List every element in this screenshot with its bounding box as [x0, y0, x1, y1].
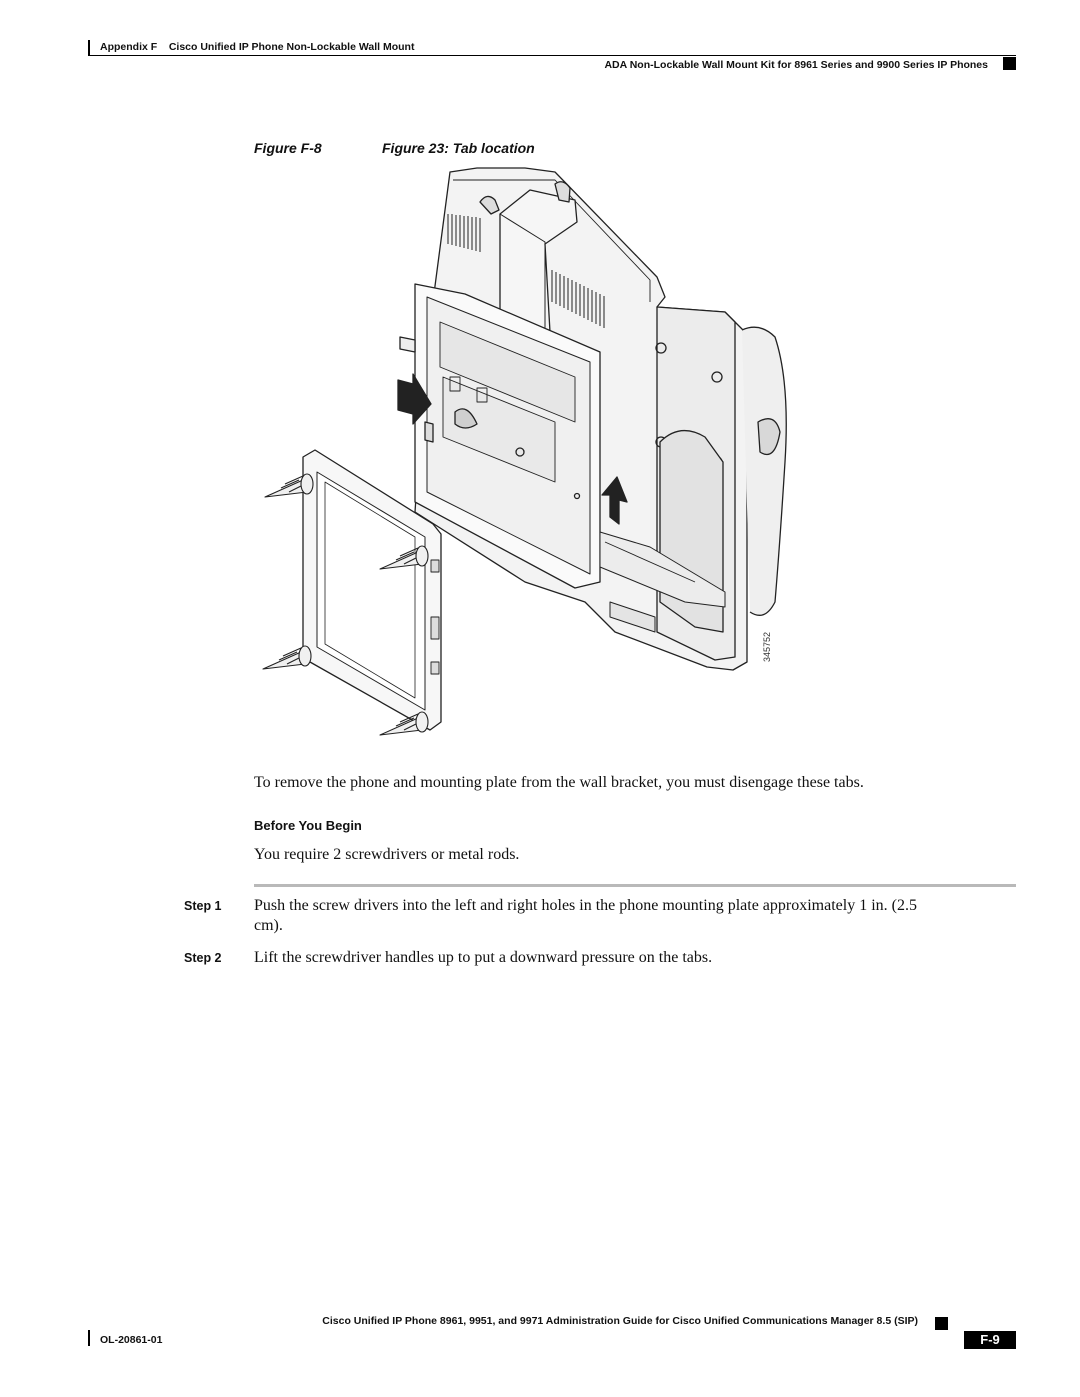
- header-section-title: ADA Non-Lockable Wall Mount Kit for 8961 Series and 9900 Series IP Phones: [604, 59, 988, 71]
- before-you-begin-heading: Before You Begin: [254, 818, 362, 833]
- step-1-line-1: Push the screw drivers into the left and right holes in the phone mounting plate approximately 1 in. (2.5: [254, 897, 917, 914]
- step-1-line-2: cm).: [254, 917, 283, 934]
- handset: [742, 327, 786, 615]
- figure-caption: Figure 23: Tab location: [382, 140, 535, 156]
- footer-guide-title: Cisco Unified IP Phone 8961, 9951, and 9971 Administration Guide for Cisco Unified Communications Manager 8.5 (SIP): [322, 1315, 918, 1327]
- before-you-begin-text: You require 2 screwdrivers or metal rods.: [254, 846, 520, 863]
- figure-art-id: 345752: [762, 631, 772, 662]
- step-2-label: Step 2: [184, 951, 222, 965]
- step-2-text: Lift the screwdriver handles up to put a downward pressure on the tabs.: [254, 949, 713, 966]
- header-appendix-label: Appendix F: [100, 41, 158, 53]
- intro-paragraph: To remove the phone and mounting plate from the wall bracket, you must disengage these tabs.: [254, 774, 864, 791]
- header-rule: [88, 55, 1016, 56]
- header-appendix-title: Cisco Unified IP Phone Non-Lockable Wall Mount: [168, 41, 415, 53]
- figure-number: Figure F-8: [254, 140, 322, 156]
- header-appendix: [100, 41, 414, 53]
- header-square-marker: [1003, 57, 1016, 70]
- footer-doc-number: OL-20861-01: [100, 1334, 163, 1346]
- footer-square-marker: [935, 1317, 948, 1330]
- steps-separator: [254, 884, 1016, 887]
- step-1-text: [254, 896, 1024, 936]
- page-number: F-9: [964, 1331, 1016, 1349]
- footer-left-bar: [88, 1330, 90, 1346]
- phone-wall-mount-illustration: [255, 162, 795, 744]
- step-1-label: Step 1: [184, 899, 222, 913]
- header-left-bar: [88, 40, 90, 56]
